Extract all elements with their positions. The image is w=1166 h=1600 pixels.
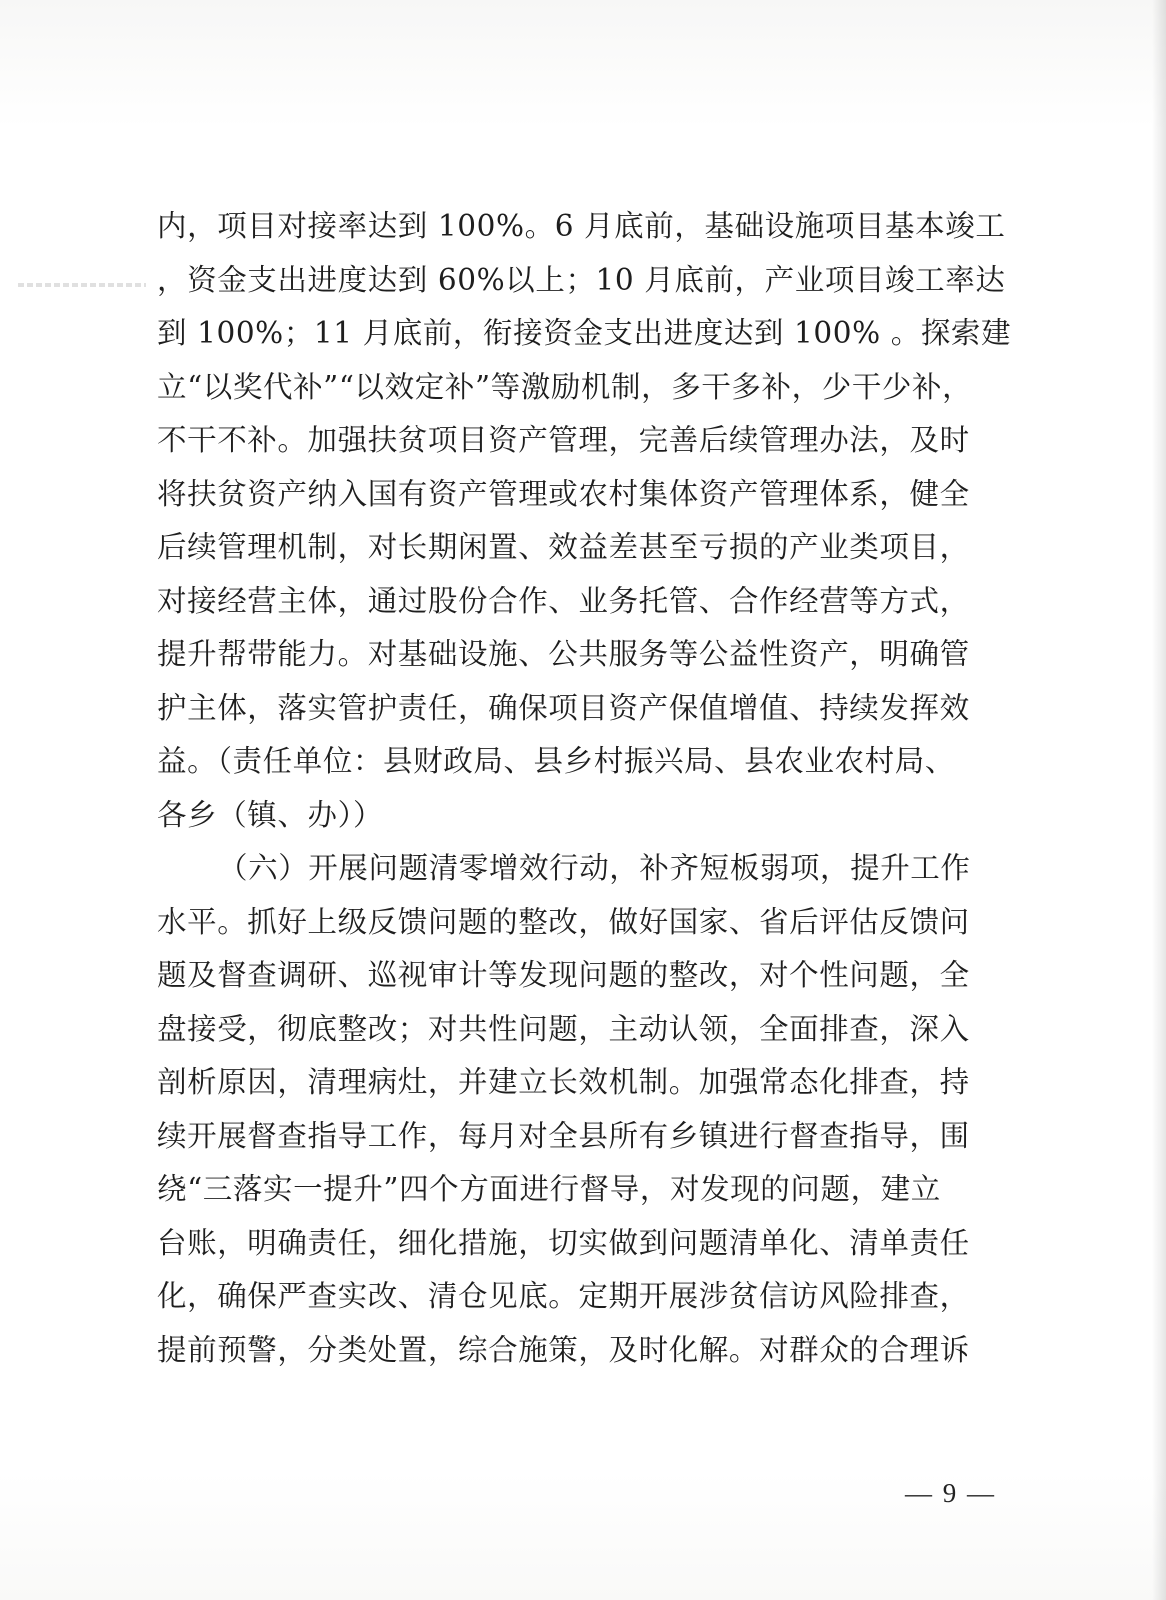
text-line: 剖析原因，清理病灶，并建立长效机制。加强常态化排查，持 [157, 1065, 970, 1099]
text-line: 内，项目对接率达到 100%。6 月底前，基础设施项目基本竣工 [157, 209, 1006, 243]
text-line: 到 100%；11 月底前，衔接资金支出进度达到 100% 。探索建 [157, 316, 1012, 350]
text-line: 题及督查调研、巡视审计等发现问题的整改，对个性问题，全 [157, 958, 970, 992]
text-line: 护主体，落实管护责任，确保项目资产保值增值、持续发挥效 [157, 690, 970, 725]
text-line: 盘接受，彻底整改；对共性问题，主动认领，全面排查，深入 [157, 1011, 970, 1046]
text-line: ，资金支出进度达到 60%以上；10 月底前，产业项目竣工率达 [157, 262, 1006, 297]
body-text [157, 200, 1012, 1377]
text-line: 提升帮带能力。对基础设施、公共服务等公益性资产，明确管 [157, 637, 970, 671]
text-line: 益。（责任单位：县财政局、县乡村振兴局、县农业农村局、 [157, 744, 955, 778]
text-line: 将扶贫资产纳入国有资产管理或农村集体资产管理体系，健全 [157, 476, 970, 511]
text-line: 台账，明确责任，细化措施，切实做到问题清单化、清单责任 [157, 1225, 970, 1260]
text-line: 提前预警，分类处置，综合施策，及时化解。对群众的合理诉 [157, 1332, 970, 1367]
section-heading-line: （六）开展问题清零增效行动，补齐短板弱项，提升工作 [218, 851, 971, 885]
text-line: 水平。抓好上级反馈问题的整改，做好国家、省后评估反馈问 [157, 904, 970, 939]
text-line: 对接经营主体，通过股份合作、业务托管、合作经营等方式， [157, 583, 970, 618]
text-line: 化，确保严查实改、清仓见底。定期开展涉贫信访风险排查， [157, 1279, 970, 1313]
page-number: — 9 — [905, 1478, 996, 1508]
text-line: 不干不补。加强扶贫项目资产管理，完善后续管理办法，及时 [157, 423, 970, 457]
scan-artifact [18, 283, 146, 287]
page-edge-shadow [1152, 0, 1166, 1600]
text-line: 续开展督查指导工作，每月对全县所有乡镇进行督查指导，围 [157, 1118, 970, 1153]
text-line: 各乡（镇、办）） [157, 797, 384, 832]
text-line: 绕“三落实一提升”四个方面进行督导，对发现的问题，建立 [157, 1172, 941, 1206]
text-line: 立“以奖代补”“以效定补”等激励机制，多干多补，少干少补， [157, 369, 973, 404]
text-line: 后续管理机制，对长期闲置、效益差甚至亏损的产业类项目， [157, 530, 970, 564]
